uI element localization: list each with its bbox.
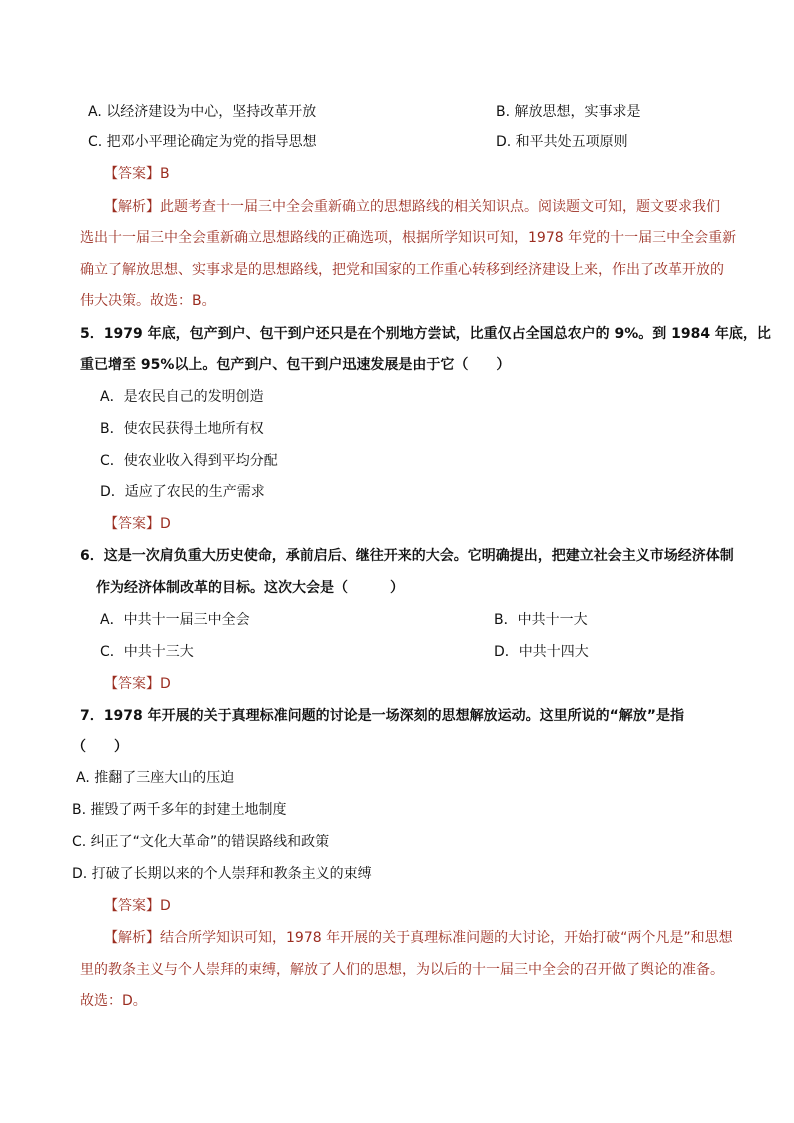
q5-answer: 【答案】D — [104, 516, 171, 532]
q5-option-d: D．适应了农民的生产需求 — [100, 484, 265, 500]
q4-analysis-line-1 — [104, 197, 720, 217]
q7-option-b: B. 摧毁了两千多年的封建土地制度 — [72, 802, 287, 818]
q4-option-b: B. 解放思想，实事求是 — [496, 104, 641, 120]
q5-option-b: B．使农民获得土地所有权 — [100, 421, 264, 437]
q7-answer: 【答案】D — [104, 898, 171, 914]
q7-option-c: C. 纠正了“文化大革命”的错误路线和政策 — [72, 834, 330, 850]
q6-option-d: D．中共十四大 — [494, 644, 589, 660]
q5-option-c: C．使农业收入得到平均分配 — [100, 453, 278, 469]
q7-analysis-line-3: 故选：D。 — [80, 993, 147, 1009]
q4-analysis-line-4: 伟大决策。故选：B。 — [80, 293, 216, 309]
q4-analysis-text-2: 选出十一届三中全会重新确立思想路线的正确选项，根据所学知识可知， — [80, 230, 528, 246]
q7-analysis-text-1: 结合所学知识可知，1978 年开展的关于真理标准问题的大讨论，开始打破“两个凡是”和思想 — [160, 930, 733, 946]
q4-analysis-text-3: 1978 年党的十一届三中全会重新 — [528, 230, 737, 246]
q7-stem-line-2: （ ） — [72, 739, 128, 755]
q7-analysis-line-1 — [104, 928, 733, 948]
q7-stem-line-1: 7．1978 年开展的关于真理标准问题的讨论是一场深刻的思想解放运动。这里所说的“解放”是指 — [80, 708, 684, 724]
q7-analysis-label: 【解析】 — [104, 930, 160, 946]
q4-analysis-line-3: 确立了解放思想、实事求是的思想路线，把党和国家的工作重心转移到经济建设上来，作出了改革开放的 — [80, 262, 724, 278]
q6-stem-line-1: 6．这是一次肩负重大历史使命，承前启后、继往开来的大会。它明确提出，把建立社会主义市场经济体制 — [80, 548, 734, 564]
q4-option-d: D. 和平共处五项原则 — [496, 134, 628, 150]
q5-stem-line-2: 重已增至 95%以上。包产到户、包干到户迅速发展是由于它（ ） — [80, 357, 511, 373]
q7-option-a: A. 推翻了三座大山的压迫 — [76, 770, 235, 786]
q6-option-b: B．中共十一大 — [494, 612, 588, 628]
q6-option-a: A．中共十一届三中全会 — [100, 612, 250, 628]
q6-option-c: C．中共十三大 — [100, 644, 194, 660]
q4-answer: 【答案】B — [104, 166, 170, 182]
q4-analysis-label: 【解析】 — [104, 199, 160, 215]
q7-option-d: D. 打破了长期以来的个人崇拜和教条主义的束缚 — [72, 866, 372, 882]
q4-option-a: A. 以经济建设为中心，坚持改革开放 — [88, 104, 317, 120]
q5-stem-line-1: 5．1979 年底，包产到户、包干到户还只是在个别地方尝试，比重仅占全国总农户的 9%。到 1984 年底，比 — [80, 326, 771, 342]
q7-analysis-line-2: 里的教条主义与个人崇拜的束缚，解放了人们的思想，为以后的十一届三中全会的召开做了舆论的准备。 — [80, 962, 724, 978]
q4-analysis-text-1: 此题考查十一届三中全会重新确立的思想路线的相关知识点。阅读题文可知，题文要求我们 — [160, 199, 720, 215]
q5-option-a: A．是农民自己的发明创造 — [100, 389, 264, 405]
q6-answer: 【答案】D — [104, 676, 171, 692]
q4-analysis-line-2 — [80, 228, 736, 248]
q6-stem-line-2: 作为经济体制改革的目标。这次大会是（ ） — [96, 580, 404, 596]
q4-option-c: C. 把邓小平理论确定为党的指导思想 — [88, 134, 317, 150]
